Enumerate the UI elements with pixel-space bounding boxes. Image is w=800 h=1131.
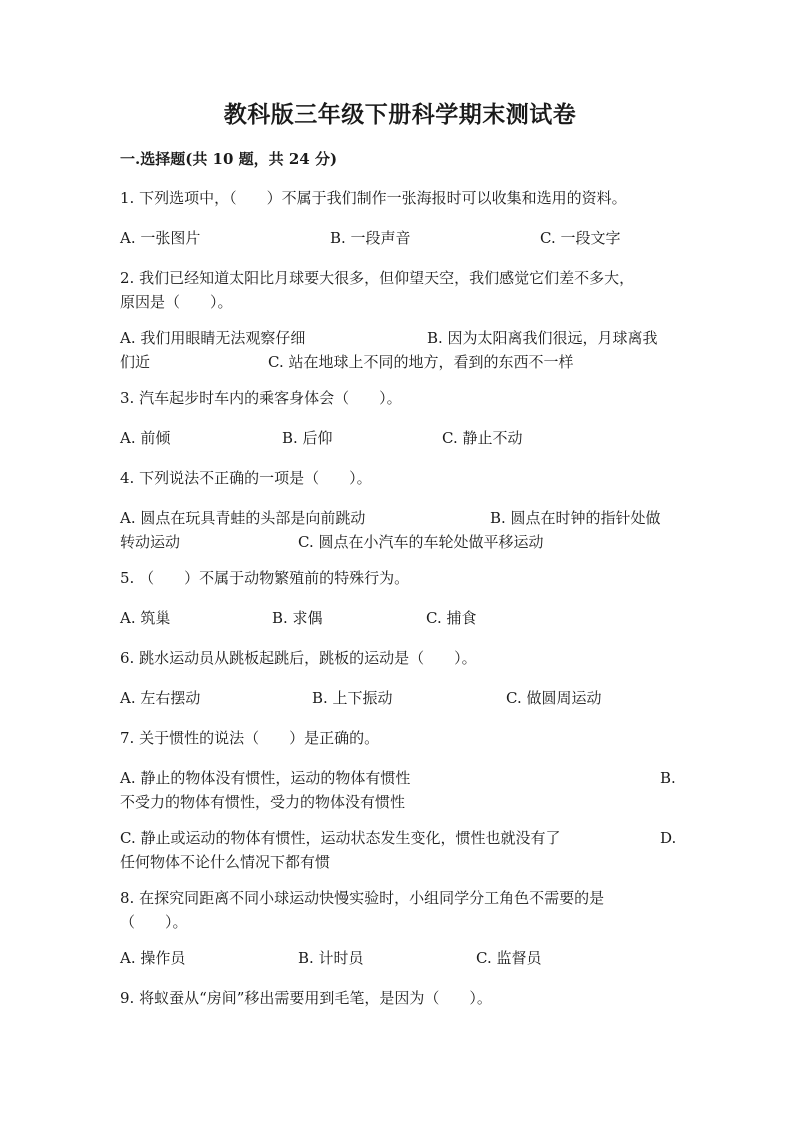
option-c: C. 捕食 [426, 609, 477, 627]
option-c: C. 做圆周运动 [506, 689, 602, 707]
option-b: B. 圆点在时钟的指针处做 [490, 509, 661, 527]
option-a: A. 一张图片 [120, 229, 201, 247]
option-c: C. 一段文字 [540, 229, 621, 247]
option-b-continued: 不受力的物体有惯性，受力的物体没有惯性 [120, 793, 406, 811]
option-a: A. 操作员 [120, 949, 186, 967]
option-b: B. 因为太阳离我们很远，月球离我 [427, 329, 658, 347]
option-b: B. 求偶 [272, 609, 323, 627]
question-7-options-cd [120, 826, 680, 874]
option-b-continued: 们近 [120, 353, 151, 371]
question-6: 6. 跳水运动员从跳板起跳后，跳板的运动是（ ）。 [120, 649, 477, 667]
question-7: 7. 关于惯性的说法（ ）是正确的。 [120, 729, 380, 747]
option-c: C. 静止不动 [442, 429, 523, 447]
option-a: A. 前倾 [120, 429, 171, 447]
question-8-options [120, 946, 680, 970]
question-2 [120, 266, 680, 314]
option-b: B. 后仰 [282, 429, 333, 447]
option-a: A. 静止的物体没有惯性，运动的物体有惯性 [120, 769, 411, 787]
question-9: 9. 将蚁蚕从“房间”移出需要用到毛笔，是因为（ ）。 [120, 989, 492, 1007]
option-c: C. 静止或运动的物体有惯性，运动状态发生变化，惯性也就没有了 [120, 829, 561, 847]
option-c: C. 圆点在小汽车的车轮处做平移运动 [298, 533, 544, 551]
option-d: D. [660, 829, 677, 847]
question-line: 2. 我们已经知道太阳比月球要大很多，但仰望天空，我们感觉它们差不多大， [120, 269, 635, 287]
question-4-options [120, 506, 680, 554]
section-heading: 一.选择题(共 10 题，共 24 分) [120, 150, 338, 168]
option-b: B. [660, 769, 676, 787]
question-4: 4. 下列说法不正确的一项是（ ）。 [120, 469, 372, 487]
question-7-options-ab [120, 766, 680, 814]
option-b: B. 一段声音 [330, 229, 411, 247]
question-line: 8. 在探究同距离不同小球运动快慢实验时，小组同学分工角色不需要的是 [120, 889, 605, 907]
page-title: 教科版三年级下册科学期末测试卷 [223, 101, 577, 128]
option-a: A. 左右摆动 [120, 689, 201, 707]
question-3-options [120, 426, 680, 450]
option-a: A. 我们用眼睛无法观察仔细 [120, 329, 306, 347]
option-a: A. 圆点在玩具青蛙的头部是向前跳动 [120, 509, 366, 527]
question-1-options [120, 226, 680, 250]
question-1: 1. 下列选项中，（ ）不属于我们制作一张海报时可以收集和选用的资料。 [120, 189, 627, 207]
question-5: 5. （ ）不属于动物繁殖前的特殊行为。 [120, 569, 410, 587]
question-line: 原因是（ ）。 [120, 293, 233, 311]
question-2-options [120, 326, 680, 374]
option-b: B. 计时员 [298, 949, 364, 967]
option-b: B. 上下振动 [312, 689, 393, 707]
question-5-options [120, 606, 680, 630]
question-6-options [120, 686, 680, 710]
option-b-continued: 转动运动 [120, 533, 181, 551]
question-3: 3. 汽车起步时车内的乘客身体会（ ）。 [120, 389, 402, 407]
option-c: C. 监督员 [476, 949, 542, 967]
question-line: （ ）。 [120, 913, 188, 931]
option-a: A. 筑巢 [120, 609, 171, 627]
option-d-continued: 任何物体不论什么情况下都有惯 [120, 853, 331, 871]
question-8 [120, 886, 680, 934]
option-c: C. 站在地球上不同的地方，看到的东西不一样 [268, 353, 574, 371]
